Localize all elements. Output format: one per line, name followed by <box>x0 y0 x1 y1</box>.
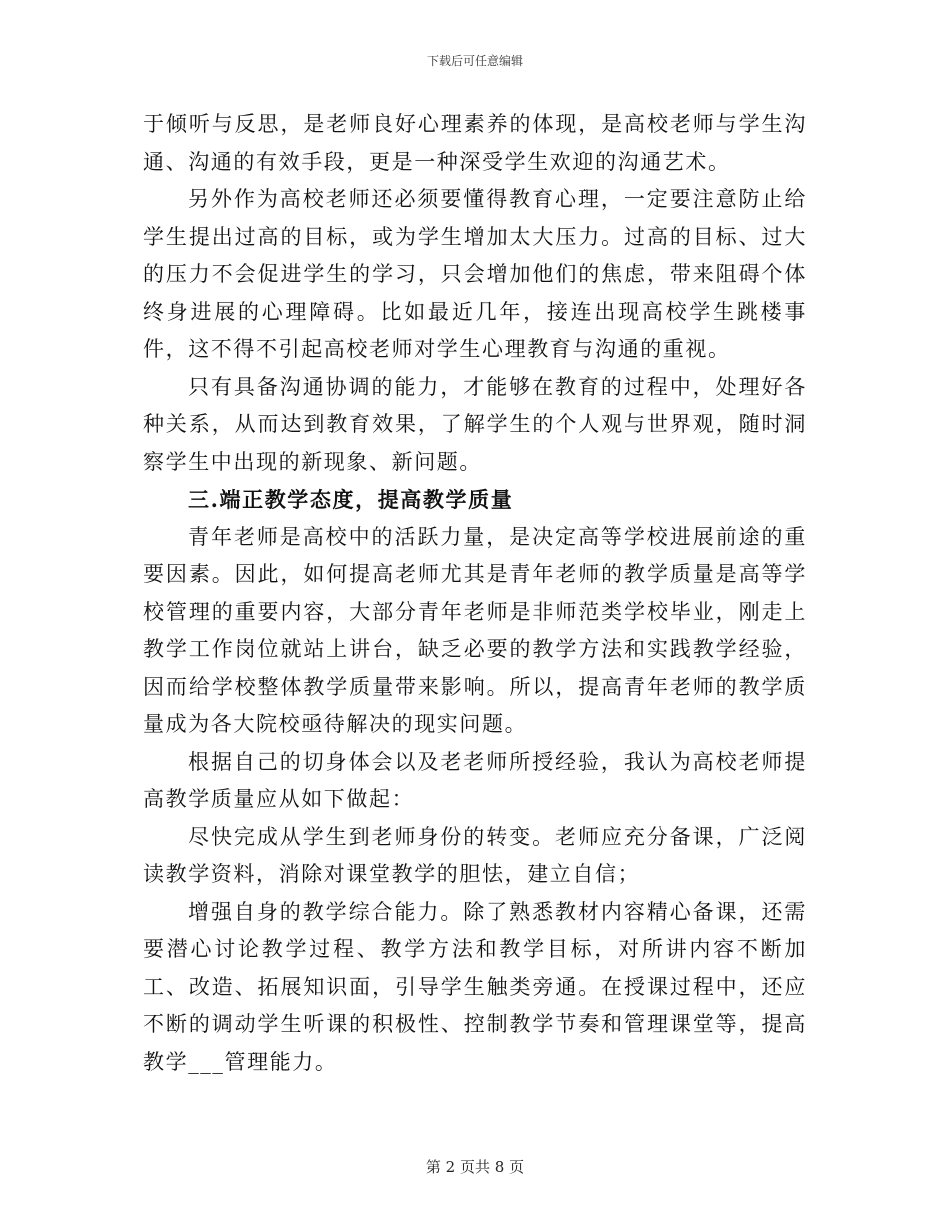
document-body <box>143 106 807 1081</box>
paragraph-personal-experience: 根据自己的切身体会以及老老师所授经验，我认为高校老师提高教学质量应从如下做起： <box>143 749 807 811</box>
paragraph-education-psychology: 另外作为高校老师还必须要懂得教育心理，一定要注意防止给学生提出过高的目标，或为学生增加太大压力。过高的目标、过大的压力不会促进学生的学习，只会增加他们的焦虑，带来阻碍个体终身进展的心理障碍。比如最近几年，接连出现高校学生跳楼事件，这不得不引起高校老师对学生心理教育与沟通的重视。 <box>143 187 807 361</box>
paragraph-communication-ability: 只有具备沟通协调的能力，才能够在教育的过程中，处理好各种关系，从而达到教育效果，了解学生的个人观与世界观，随时洞察学生中出现的新现象、新问题。 <box>143 374 807 474</box>
paragraph-role-transition: 尽快完成从学生到老师身份的转变。老师应充分备课，广泛阅读教学资料，消除对课堂教学的胆怯，建立自信； <box>143 824 807 886</box>
page-header: 下载后可任意编辑 <box>426 54 523 68</box>
paragraph-teaching-ability: 增强自身的教学综合能力。除了熟悉教材内容精心备课，还需要潜心讨论教学过程、教学方法和教学目标，对所讲内容不断加工、改造、拓展知识面，引导学生触类旁通。在授课过程中，还应不断的调动学生听课的积极性、控制教学节奏和管理课堂等，提高教学___管理能力。 <box>143 899 807 1074</box>
paragraph-listening: 于倾听与反思，是老师良好心理素养的体现，是高校老师与学生沟通、沟通的有效手段，更是一种深受学生欢迎的沟通艺术。 <box>143 112 807 174</box>
section-heading: 三.端正教学态度，提高教学质量 <box>188 487 514 512</box>
paragraph-young-teachers: 青年老师是高校中的活跃力量，是决定高等学校进展前途的重要因素。因此，如何提高老师尤其是青年老师的教学质量是高等学校管理的重要内容，大部分青年老师是非师范类学校毕业，刚走上教学工作岗位就站上讲台，缺乏必要的教学方法和实践教学经验，因而给学校整体教学质量带来影响。所以，提高青年老师的教学质量成为各大院校亟待解决的现实问题。 <box>143 524 807 736</box>
page-number: 第 2 页共 8 页 <box>425 1158 525 1176</box>
